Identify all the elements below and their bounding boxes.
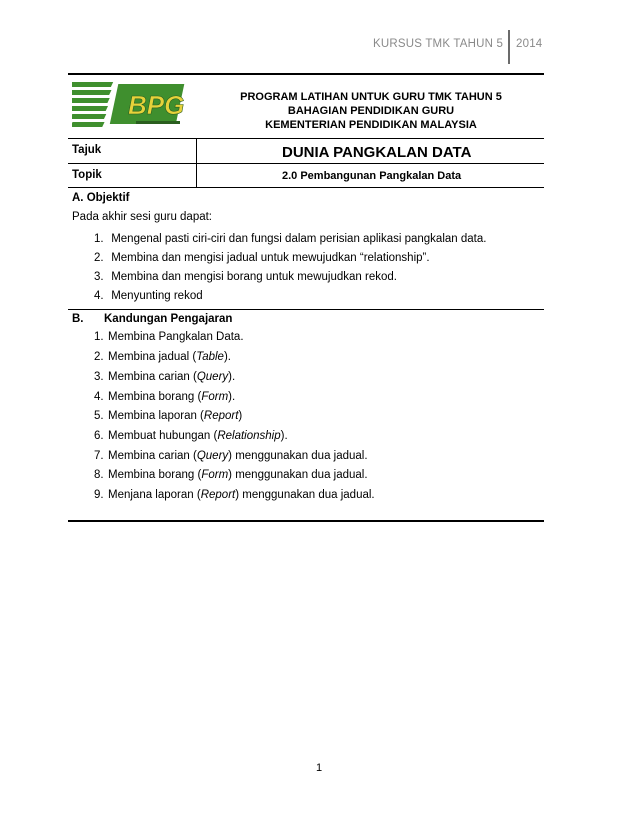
kandungan-item-term: Relationship	[217, 430, 281, 442]
topik-label: Topik	[72, 169, 102, 181]
header-course: KURSUS TMK TAHUN 5	[373, 38, 504, 50]
row-divider	[68, 138, 544, 139]
kandungan-item-number: 8.	[94, 469, 104, 481]
kandungan-item-number: 3.	[94, 371, 104, 383]
kandungan-item-term: Query	[196, 371, 229, 383]
kandungan-item	[94, 391, 235, 403]
kandungan-item-number: 6.	[94, 430, 104, 442]
kandungan-item-number: 9.	[94, 489, 104, 501]
program-line-3: KEMENTERIAN PENDIDIKAN MALAYSIA	[265, 119, 477, 131]
table-bottom-border	[68, 520, 544, 522]
objektif-item	[94, 271, 397, 283]
objektif-item-number: 2.	[94, 252, 104, 264]
objektif-item	[94, 233, 486, 245]
kandungan-item	[94, 489, 375, 501]
kandungan-item-suffix: ).	[228, 371, 236, 383]
kandungan-item-number: 5.	[94, 410, 104, 422]
kandungan-item-term: Report	[203, 410, 239, 422]
program-line-1: PROGRAM LATIHAN UNTUK GURU TMK TAHUN 5	[240, 91, 502, 103]
kandungan-item-text: Membuat hubungan (	[108, 430, 218, 442]
kandungan-heading-number: B.	[72, 313, 84, 325]
kandungan-item-text: Membina borang (	[108, 469, 202, 481]
kandungan-item-suffix: ) menggunakan dua jadual.	[235, 489, 375, 501]
kandungan-item-text: Membina jadual (	[108, 351, 197, 363]
kandungan-item-text: Membina laporan (	[108, 410, 204, 422]
kandungan-item-term: Form	[201, 391, 229, 403]
objektif-item-number: 4.	[94, 290, 104, 302]
bpg-logo	[72, 76, 196, 134]
kandungan-item-text: Membina carian (	[108, 450, 197, 462]
kandungan-item-suffix: )	[238, 410, 243, 422]
kandungan-item-number: 2.	[94, 351, 104, 363]
kandungan-item-text: Membina carian (	[108, 371, 197, 383]
kandungan-item-number: 4.	[94, 391, 104, 403]
row-divider	[68, 187, 544, 188]
kandungan-item	[94, 351, 231, 363]
header-year: 2014	[516, 38, 543, 50]
kandungan-item-suffix: ).	[228, 391, 236, 403]
header-divider	[508, 30, 510, 64]
tajuk-value: DUNIA PANGKALAN DATA	[282, 144, 472, 161]
objektif-item	[94, 252, 430, 264]
kandungan-item-term: Form	[201, 469, 229, 481]
kandungan-item-text: Menjana laporan (	[108, 489, 201, 501]
kandungan-item	[94, 430, 288, 442]
objektif-item-text: Mengenal pasti ciri-ciri dan fungsi dalam perisian aplikasi pangkalan data.	[111, 233, 487, 245]
tajuk-label: Tajuk	[72, 144, 102, 156]
objektif-item-text: Membina dan mengisi jadual untuk mewujudkan “relationship”.	[111, 252, 430, 264]
kandungan-item	[94, 410, 242, 422]
objektif-item-text: Menyunting rekod	[111, 290, 203, 302]
objektif-item-number: 3.	[94, 271, 104, 283]
objektif-item-text: Membina dan mengisi borang untuk mewujudkan rekod.	[111, 271, 397, 283]
logo-text: BPG	[128, 90, 185, 120]
kandungan-item	[94, 371, 235, 383]
kandungan-item-suffix: ).	[223, 351, 231, 363]
page-number: 1	[315, 762, 323, 774]
topik-value: 2.0 Pembangunan Pangkalan Data	[282, 170, 462, 182]
kandungan-item-term: Table	[196, 351, 224, 363]
row-divider	[68, 163, 544, 164]
program-line-2: BAHAGIAN PENDIDIKAN GURU	[287, 105, 455, 117]
kandungan-item-text: Membina borang (	[108, 391, 202, 403]
kandungan-item-text: Membina Pangkalan Data.	[108, 331, 244, 343]
kandungan-item	[94, 331, 244, 343]
kandungan-item-suffix: ) menggunakan dua jadual.	[228, 469, 368, 481]
objektif-heading: A. Objektif	[72, 192, 130, 204]
kandungan-item-suffix: ) menggunakan dua jadual.	[228, 450, 368, 462]
kandungan-item-term: Report	[200, 489, 236, 501]
kandungan-heading: Kandungan Pengajaran	[104, 313, 233, 325]
kandungan-item-number: 7.	[94, 450, 104, 462]
kandungan-item	[94, 450, 368, 462]
objektif-intro: Pada akhir sesi guru dapat:	[72, 211, 213, 223]
kandungan-item-suffix: ).	[280, 430, 288, 442]
objektif-item	[94, 290, 203, 302]
kandungan-item-term: Query	[196, 450, 229, 462]
kandungan-item-number: 1.	[94, 331, 104, 343]
column-divider	[196, 139, 197, 187]
table-top-border	[68, 73, 544, 75]
row-divider	[68, 309, 544, 310]
objektif-item-number: 1.	[94, 233, 104, 245]
kandungan-item	[94, 469, 368, 481]
